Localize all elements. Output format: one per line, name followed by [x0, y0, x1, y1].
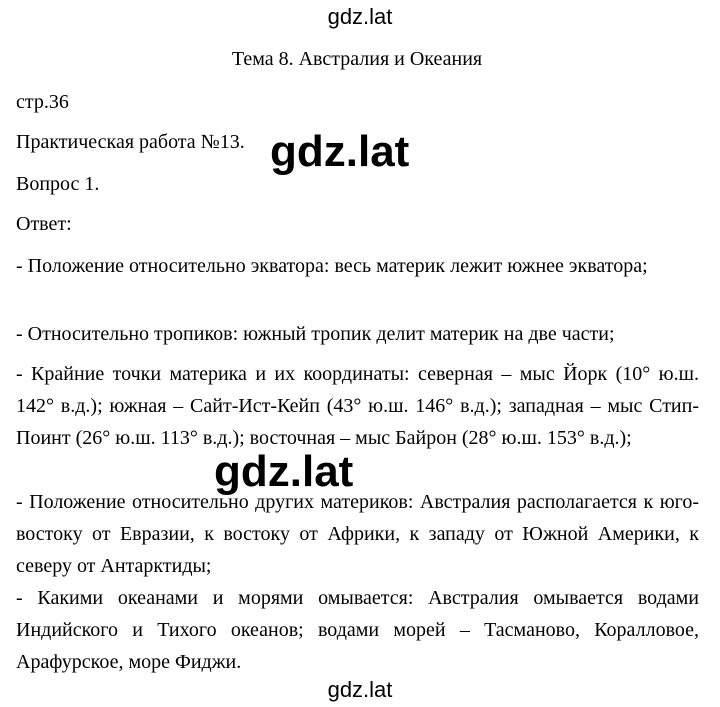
- answer-item-equator: - Положение относительно экватора: весь материк лежит южнее экватора;: [16, 255, 648, 277]
- answer-item-extreme-points: - Крайние точки материка и их координаты: северная – мыс Йорк (10° ю.ш. 142° в.д.); южная – Сайт-Ист-Кейп (43° ю.ш. 146° в.д.); западная – мыс Стип-Поинт (26° ю.ш. 113° в.д.); восточная – мыс Байрон (28° ю.ш. 153° в.д.);: [16, 363, 699, 449]
- watermark-top: gdz.lat: [327, 4, 393, 29]
- answer-item-oceans-seas: - Какими океанами и морями омывается: Австралия омывается водами Индийского и Тихого океанов; водами морей – Тасманово, Коралловое, Арафурское, море Фиджи.: [16, 587, 699, 673]
- answer-item-continents: - Положение относительно других материков: Австралия располагается к юго-востоку от Евразии, к востоку от Африки, к западу от Южной Америки, к северу от Антарктиды;: [16, 491, 699, 577]
- watermark-center-middle: gdz.lat: [214, 447, 354, 496]
- practical-work-label: Практическая работа №13.: [16, 131, 245, 153]
- watermark-center-top: gdz.lat: [270, 127, 410, 176]
- question-label: Вопрос 1.: [16, 173, 100, 195]
- answer-item-tropics: - Относительно тропиков: южный тропик делит материк на две части;: [16, 323, 615, 345]
- page-title: Тема 8. Австралия и Океания: [231, 48, 483, 70]
- page-reference: стр.36: [16, 91, 69, 113]
- watermark-bottom: gdz.lat: [327, 677, 393, 702]
- answer-label: Ответ:: [16, 213, 72, 235]
